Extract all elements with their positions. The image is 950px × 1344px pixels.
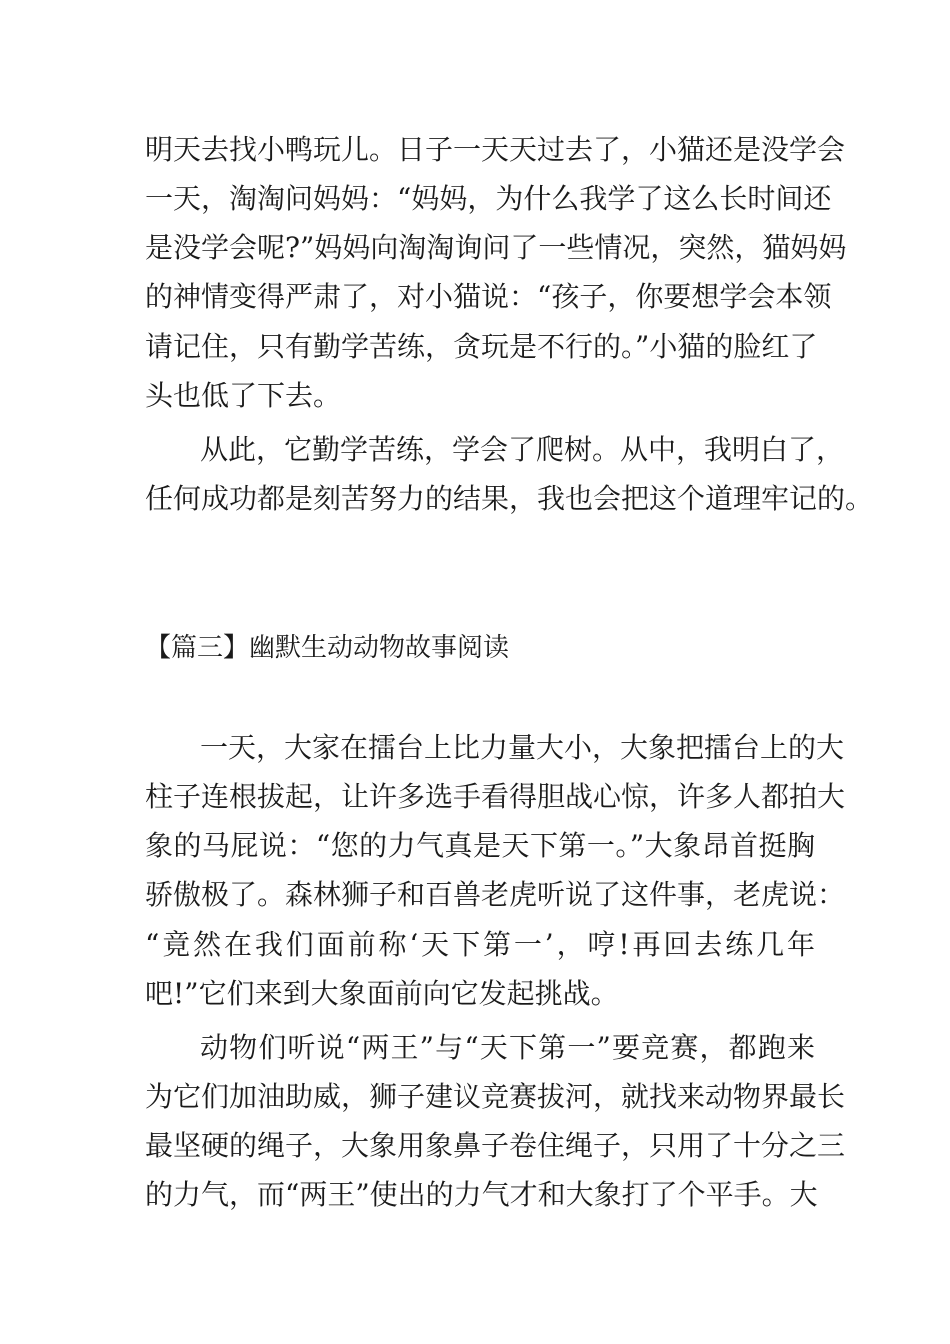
text-line: 头也低了下去。 [145, 379, 342, 412]
text-line: 的神情变得严肃了，对小猫说：“孩子，你要想学会本领 [145, 280, 832, 313]
text-line: 请记住，只有勤学苦练，贪玩是不行的。”小猫的脸红了 [145, 330, 818, 363]
text-line: 一天，淘淘问妈妈：“妈妈，为什么我学了这么长时间还 [145, 182, 832, 215]
text-line: 是没学会呢?”妈妈向淘淘询问了一些情况，突然，猫妈妈 [145, 231, 847, 264]
text-line: 吧!”它们来到大象面前向它发起挑战。 [145, 977, 619, 1010]
text-line: 为它们加油助威，狮子建议竞赛拔河，就找来动物界最长 [145, 1080, 846, 1113]
text-line: 任何成功都是刻苦努力的结果，我也会把这个道理牢记的。 [145, 482, 874, 515]
text-line: 从此，它勤学苦练，学会了爬树。从中，我明白了， [200, 433, 845, 466]
text-line: 最坚硬的绳子，大象用象鼻子卷住绳子，只用了十分之三 [145, 1129, 846, 1162]
text-line: 明天去找小鸭玩儿。日子一天天过去了，小猫还是没学会 [145, 133, 846, 166]
text-line: 骄傲极了。森林狮子和百兽老虎听说了这件事，老虎说： [145, 878, 846, 911]
text-line: 的力气，而“两王”使出的力气才和大象打了个平手。大 [145, 1178, 818, 1211]
text-line: 一天，大家在擂台上比力量大小，大象把擂台上的大 [200, 731, 845, 764]
section-heading: 【篇三】幽默生动动物故事阅读 [145, 633, 510, 663]
text-line: 象的马屁说：“您的力气真是天下第一。”大象昂首挺胸 [145, 829, 815, 862]
text-line: 柱子连根拔起，让许多选手看得胆战心惊，许多人都拍大 [145, 780, 846, 813]
text-line: 动物们听说“两王”与“天下第一”要竞赛，都跑来 [200, 1031, 815, 1064]
text-line: “竟然在我们面前称‘天下第一’，哼!再回去练几年 [145, 928, 815, 961]
